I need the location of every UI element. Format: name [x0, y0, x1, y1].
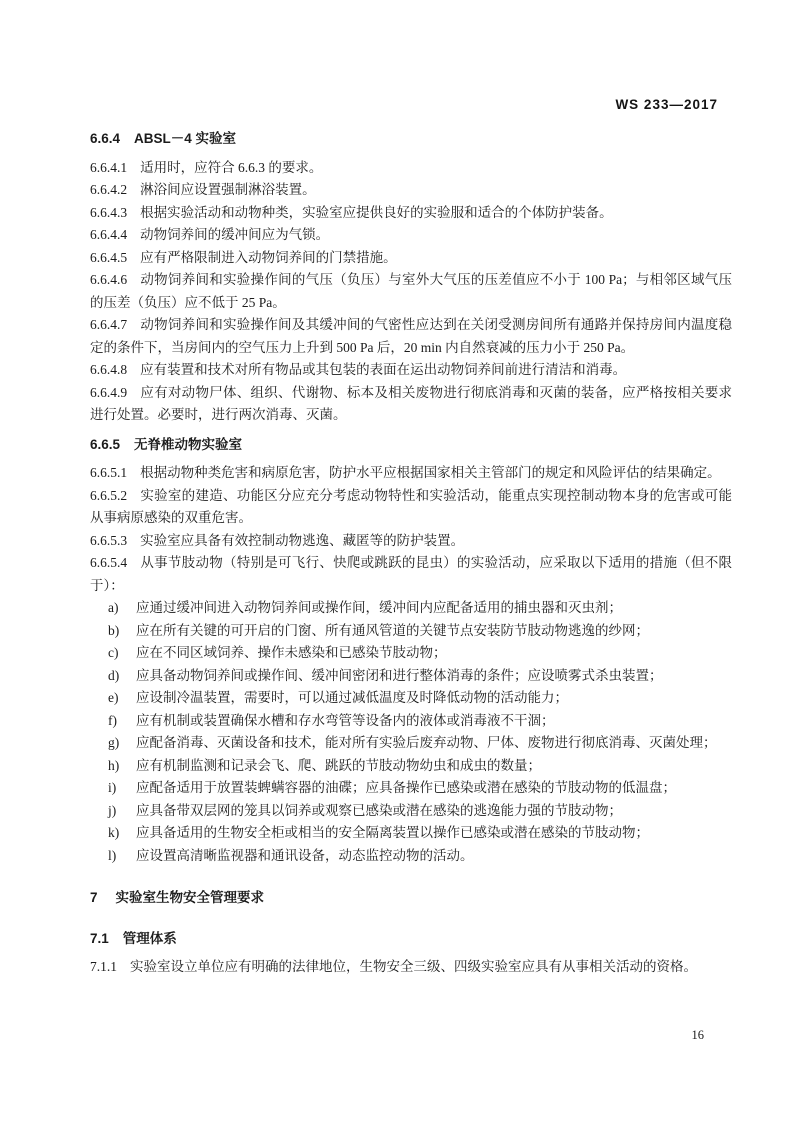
list-item-text: 应通过缓冲间进入动物饲养间或操作间，缓冲间内应配备适用的捕虫器和灭虫剂； [136, 600, 622, 615]
standard-number: WS 233—2017 [615, 97, 718, 112]
list-item [90, 755, 732, 778]
section-number: 7.1 [90, 930, 109, 946]
clause-number: 6.6.4.7 [90, 317, 128, 332]
section-heading [90, 434, 732, 457]
clause-text: 从事节肢动物（特别是可飞行、快爬或跳跃的昆虫）的实验活动，应采取以下适用的措施（但不限于）： [90, 555, 732, 593]
list-item-marker: h) [108, 757, 120, 773]
section-title: 管理体系 [122, 930, 177, 946]
section-heading [90, 928, 732, 951]
clause-number: 6.6.4.3 [90, 204, 128, 220]
list-item-marker: b) [108, 622, 120, 638]
list-item [90, 665, 732, 688]
clause-text: 动物饲养间的缓冲间应为气锁。 [140, 227, 330, 242]
list-item-text: 应具备带双层网的笼具以饲养或观察已感染或潜在感染的逃逸能力强的节肢动物； [136, 802, 622, 818]
section-number: 7 [90, 890, 98, 905]
clause-text: 根据实验活动和动物种类，实验室应提供良好的实验服和适合的个体防护装备。 [140, 204, 613, 220]
list-item-text: 应有机制或装置确保水槽和存水弯管等设备内的液体或消毒液不干涸； [136, 712, 555, 728]
clause-paragraph [90, 314, 732, 359]
clause-text: 淋浴间应设置强制淋浴装置。 [140, 182, 316, 197]
list-item-marker: f) [108, 712, 117, 728]
clause-text: 实验室的建造、功能区分应充分考虑动物特性和实验活动，能重点实现控制动物本身的危害或可能从事病原感染的双重危害。 [90, 487, 732, 525]
clause-text: 适用时，应符合 6.6.3 的要求。 [140, 159, 323, 175]
clause-paragraph [90, 359, 732, 382]
list-item-text: 应具备适用的生物安全柜或相当的安全隔离装置以操作已感染或潜在感染的节肢动物； [136, 825, 649, 840]
list-item-text: 应具备动物饲养间或操作间、缓冲间密闭和进行整体消毒的条件；应设喷雾式杀虫装置； [136, 667, 663, 683]
list-item-marker: a) [108, 600, 119, 615]
clause-text: 应有装置和技术对所有物品或其包装的表面在运出动物饲养间前进行清洁和消毒。 [140, 362, 627, 377]
list-item [90, 642, 732, 665]
list-item-marker: e) [108, 690, 119, 705]
clause-number: 6.6.4.2 [90, 182, 128, 197]
list-item [90, 845, 732, 868]
clause-text: 动物饲养间和实验操作间及其缓冲间的气密性应达到在关闭受测房间所有通路并保持房间内温度稳定的条件下，当房间内的空气压力上升到 500 Pa 后，20 min 内自然衰减的压力小于 250 Pa。 [90, 317, 732, 355]
section-title: 无脊椎动物实验室 [134, 436, 243, 452]
section-heading [90, 128, 732, 151]
clause-number: 6.6.5.3 [90, 532, 128, 548]
clause-paragraph [90, 956, 732, 979]
clause-text: 动物饲养间和实验操作间的气压（负压）与室外大气压的压差值应不小于 100 Pa；与相邻区域气压的压差（负压）应不低于 25 Pa。 [90, 272, 732, 310]
clause-paragraph [90, 530, 732, 553]
clause-paragraph [90, 462, 732, 485]
list-item [90, 732, 732, 755]
list-item-text: 应设制冷温装置，需要时，可以通过减低温度及时降低动物的活动能力； [136, 690, 568, 705]
list-item-text: 应配备适用于放置装蜱螨容器的油碟；应具备操作已感染或潜在感染的节肢动物的低温盘； [136, 780, 676, 795]
list-item [90, 822, 732, 845]
clause-paragraph [90, 247, 732, 270]
clause-paragraph [90, 269, 732, 314]
list-item-text: 应在不同区域饲养、操作未感染和已感染节肢动物； [136, 645, 447, 660]
section-number: 6.6.4 [90, 131, 121, 146]
list-item-marker: d) [108, 667, 120, 683]
doc-header [0, 97, 718, 112]
list-item [90, 777, 732, 800]
clause-paragraph [90, 382, 732, 427]
list-item [90, 710, 732, 733]
clause-number: 6.6.5.2 [90, 487, 128, 503]
clause-number: 6.6.4.5 [90, 249, 128, 265]
list-item [90, 800, 732, 823]
clause-number: 6.6.4.8 [90, 362, 128, 377]
list-item-text: 应设置高清晰监视器和通讯设备，动态监控动物的活动。 [136, 847, 474, 863]
clause-number: 6.6.4.6 [90, 272, 128, 287]
clause-text: 根据动物种类危害和病原危害，防护水平应根据国家相关主管部门的规定和风险评估的结果确定。 [140, 465, 721, 480]
list-item [90, 620, 732, 643]
clause-number: 6.6.5.4 [90, 555, 128, 570]
list-item-text: 应有机制监测和记录会飞、爬、跳跃的节肢动物幼虫和成虫的数量； [136, 757, 541, 773]
list-item-marker: g) [108, 735, 120, 750]
clause-text: 应有对动物尸体、组织、代谢物、标本及相关废物进行彻底消毒和灭菌的装备，应严格按相关要求进行处置。必要时，进行两次消毒、灭菌。 [90, 384, 732, 422]
clause-number: 7.1.1 [90, 959, 117, 974]
clause-paragraph [90, 202, 732, 225]
section-title: 实验室生物安全管理要求 [115, 890, 265, 905]
list-item-marker: l) [108, 847, 117, 863]
list-item-marker: c) [108, 645, 119, 660]
clause-paragraph [90, 224, 732, 247]
clause-text: 应有严格限制进入动物饲养间的门禁措施。 [140, 249, 397, 265]
clause-text: 实验室应具备有效控制动物逃逸、藏匿等的防护装置。 [140, 532, 465, 548]
clause-paragraph [90, 179, 732, 202]
section-title: ABSL－4 实验室 [134, 131, 237, 146]
section-number: 6.6.5 [90, 436, 121, 452]
clause-number: 6.6.4.1 [90, 159, 128, 175]
list-item-marker: j) [108, 802, 117, 818]
clause-number: 6.6.5.1 [90, 465, 128, 480]
list-item [90, 687, 732, 710]
list-item-marker: k) [108, 825, 120, 840]
list-item-text: 应在所有关键的可开启的门窗、所有通风管道的关键节点安装防节肢动物逃逸的纱网； [136, 622, 649, 638]
list-item [90, 597, 732, 620]
clause-number: 6.6.4.4 [90, 227, 128, 242]
clause-number: 6.6.4.9 [90, 384, 128, 400]
section-heading [90, 887, 732, 910]
list-item-marker: i) [108, 780, 117, 795]
doc-content [90, 128, 732, 979]
clause-text: 实验室设立单位应有明确的法律地位，生物安全三级、四级实验室应具有从事相关活动的资格。 [130, 959, 697, 974]
list-item-text: 应配备消毒、灭菌设备和技术，能对所有实验后废弃动物、尸体、废物进行彻底消毒、灭菌处理； [136, 735, 717, 750]
clause-paragraph [90, 485, 732, 530]
clause-paragraph [90, 552, 732, 597]
page-number: 16 [691, 1028, 704, 1042]
clause-paragraph [90, 157, 732, 180]
